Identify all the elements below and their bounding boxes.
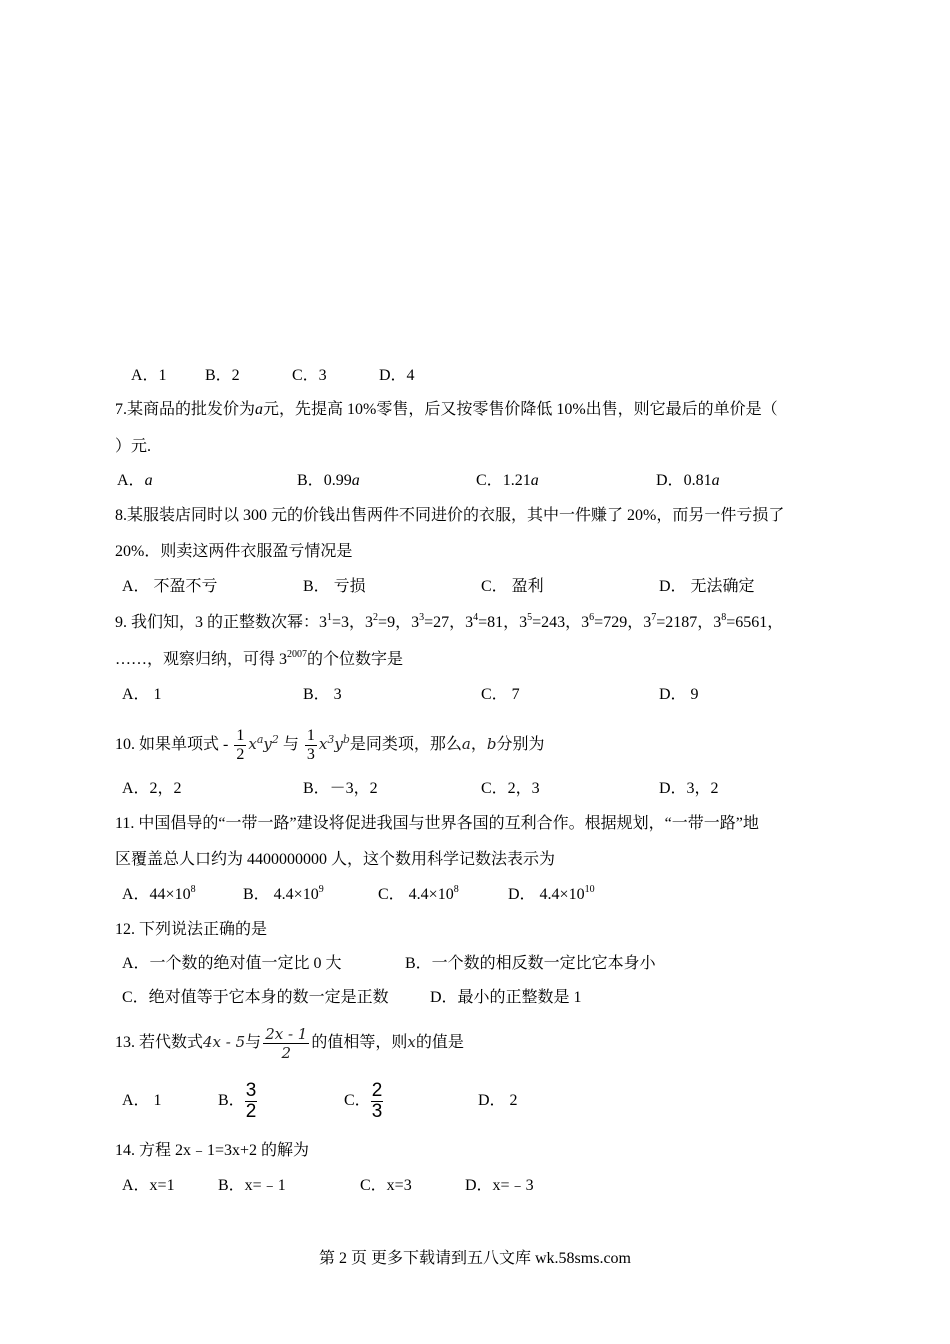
- q13-option-b: B． $\frac{3}{2}$: [218, 1079, 257, 1122]
- q9-power-5: $3^5=243$，: [519, 612, 582, 631]
- q10-option-a: A．2，2: [122, 780, 182, 797]
- q7-option-d: D．0.81a: [656, 472, 720, 489]
- q10-fraction-1: $\frac{1}{2}$: [236, 726, 245, 763]
- q12-stem: 12. 下列说法正确的是: [115, 921, 268, 938]
- q8-option-a: A． 不盈不亏: [122, 578, 218, 595]
- q7-stem-cont: ）元.: [115, 438, 152, 455]
- q8-stem-cont: 20%．则卖这两件衣服盈亏情况是: [115, 543, 353, 560]
- q11-option-a: A．$44\times 10^8$: [122, 884, 196, 903]
- q11-option-c: C． $4.4\times 10^8$: [378, 884, 459, 903]
- q12-option-a: A．一个数的绝对值一定比 0 大: [122, 955, 342, 972]
- q9-power-4: $3^4=81$，: [465, 612, 520, 631]
- q9-power-1: $3^1=3$，: [319, 612, 366, 631]
- q8-option-b: B． 亏损: [303, 578, 366, 595]
- q7-option-b: B．0.99a: [297, 472, 360, 489]
- q11-option-b: B． $4.4\times 10^9$: [243, 884, 324, 903]
- q9-option-b: B． 3: [303, 686, 342, 703]
- q14-option-c: C．x=3: [360, 1177, 412, 1194]
- q12-option-b: B．一个数的相反数一定比它本身小: [405, 955, 656, 972]
- q8-stem: 8.某服装店同时以 300 元的价钱出售两件不同进价的衣服，其中一件赚了 20%，而另一件亏损了: [115, 507, 785, 524]
- q13-fraction: $\frac{2x - 1}{2}$: [265, 1024, 308, 1062]
- q14-stem: 14. 方程 2x﹣1=3x+2 的解为: [115, 1142, 310, 1159]
- q10-fraction-2: $\frac{1}{3}$: [306, 726, 315, 763]
- q9-stem: 9. 我们知，3 的正整数次幂：$3^1=3$，$3^2=9$，$3^3=27$，$3^4=81$，$3^5=243$，$3^6=729$，$3^7=2187$，$3^8=6561$，: [115, 612, 784, 631]
- q13-option-a: A． 1: [122, 1092, 162, 1109]
- q11-stem: 11. 中国倡导的“一带一路”建设将促进我国与世界各国的互利合作。根据规划，“一带一路”地: [115, 815, 759, 832]
- q14-option-b: B．x=﹣1: [218, 1177, 286, 1194]
- q7-option-a: A．a: [117, 472, 153, 489]
- q13-expression: 4x - 5: [203, 1033, 246, 1051]
- q13-option-c: C． $\frac{2}{3}$: [344, 1079, 383, 1122]
- q10-option-b: B．－3，2: [303, 780, 378, 797]
- q8-option-c: C． 盈利: [481, 578, 544, 595]
- q6-option-a: A．1: [131, 367, 167, 384]
- q11-option-d: D． $4.4\times 10^{10}$: [508, 884, 595, 903]
- q9-stem-cont: ……，观察归纳，可得 $3^{2007}$的个位数字是: [115, 649, 404, 668]
- q7-option-c: C．1.21a: [476, 472, 539, 489]
- q6-option-d: D．4: [379, 367, 415, 384]
- q10-stem: 10. 如果单项式 - $\frac{1}{2}$ $x^ay^2$ 与 $\frac{1}{3}$ $x^3y^b$是同类项，那么a，b分别为: [115, 726, 545, 763]
- q9-power-8: $3^8=6561$，: [713, 612, 784, 631]
- q8-option-d: D． 无法确定: [659, 578, 755, 595]
- page-footer: 第 2 页 更多下载请到五八文库 wk.58sms.com: [318, 1250, 631, 1267]
- q11-stem-cont: 区覆盖总人口约为 4400000000 人，这个数用科学记数法表示为: [115, 851, 556, 868]
- q10-option-c: C．2，3: [481, 780, 540, 797]
- q6-option-b: B．2: [205, 367, 240, 384]
- q10-option-d: D．3，2: [659, 780, 719, 797]
- q13-stem: 13. 若代数式4x - 5与 $\frac{2x - 1}{2}$ 的值相等，则x的值是: [115, 1024, 464, 1062]
- q9-power-7: $3^7=2187$，: [643, 612, 714, 631]
- q9-option-a: A． 1: [122, 686, 162, 703]
- q13-option-d: D． 2: [478, 1092, 518, 1109]
- q9-power-3: $3^3=27$，: [411, 612, 466, 631]
- q7-stem: 7.某商品的批发价为a元，先提高 10%零售，后又按零售价降低 10%出售，则它最后的单价是（: [115, 401, 778, 418]
- q9-power-6: $3^6=729$，: [581, 612, 644, 631]
- q14-option-a: A．x=1: [122, 1177, 175, 1194]
- q12-option-d: D．最小的正整数是 1: [430, 989, 582, 1006]
- q6-option-c: C．3: [292, 367, 327, 384]
- q14-option-d: D．x=﹣3: [465, 1177, 534, 1194]
- q9-option-d: D． 9: [659, 686, 699, 703]
- q12-option-c: C．绝对值等于它本身的数一定是正数: [122, 989, 389, 1006]
- q9-option-c: C． 7: [481, 686, 520, 703]
- q9-power-2: $3^2=9$，: [365, 612, 412, 631]
